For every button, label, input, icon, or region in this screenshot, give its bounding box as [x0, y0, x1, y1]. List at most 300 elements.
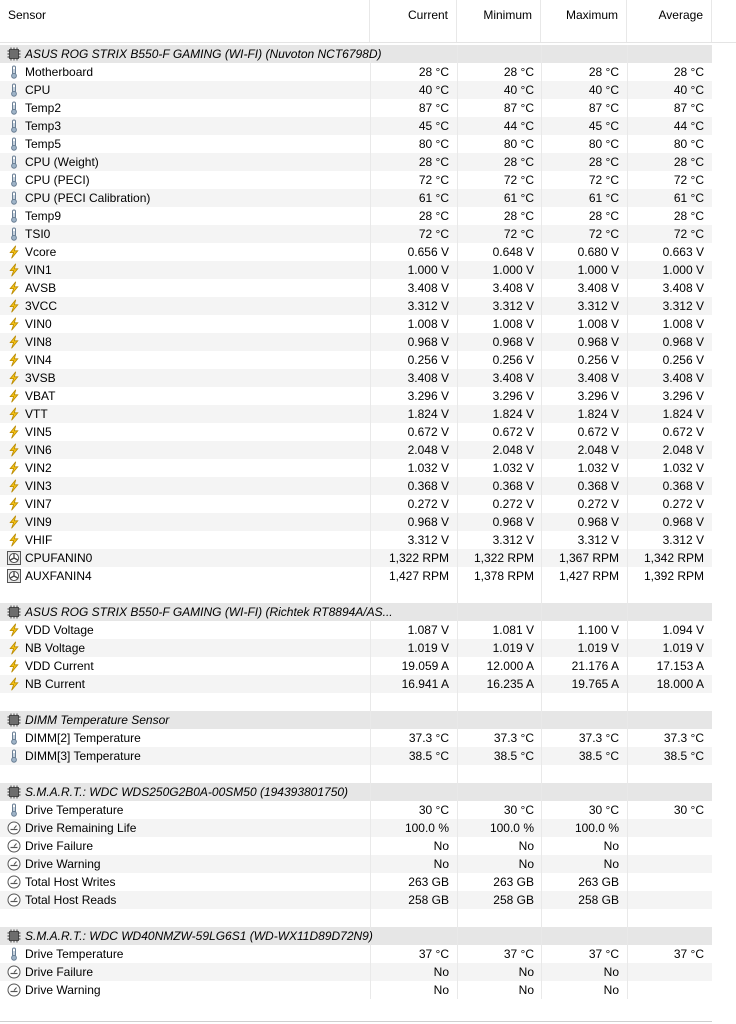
column-divider — [627, 873, 628, 891]
minimum-value: 3.296 V — [492, 389, 534, 403]
fan-icon — [7, 569, 21, 583]
sensor-name: Drive Failure — [25, 839, 94, 853]
current-value: 0.272 V — [407, 497, 449, 511]
current-value: 28 °C — [418, 65, 449, 79]
maximum-value: 21.176 A — [571, 659, 619, 673]
column-divider — [627, 711, 628, 729]
lightning-icon — [7, 461, 21, 475]
minimum-value: 1,378 RPM — [473, 569, 534, 583]
maximum-value: 40 °C — [588, 83, 619, 97]
sensor-row[interactable] — [0, 423, 712, 441]
sensor-row[interactable] — [0, 819, 712, 837]
minimum-value: 28 °C — [503, 65, 534, 79]
column-minimum[interactable]: Minimum — [457, 0, 541, 42]
column-current[interactable]: Current — [370, 0, 457, 42]
sensor-name: VIN2 — [25, 461, 52, 475]
maximum-value: 80 °C — [588, 137, 619, 151]
sensor-name: VTT — [25, 407, 48, 421]
chip-icon — [7, 785, 21, 799]
maximum-value: 38.5 °C — [578, 749, 619, 763]
maximum-value: 1.032 V — [577, 461, 619, 475]
current-value: 45 °C — [418, 119, 449, 133]
sensor-group-header[interactable] — [0, 783, 712, 801]
current-value: No — [433, 965, 449, 979]
minimum-value: 3.312 V — [492, 299, 534, 313]
current-value: 1.032 V — [407, 461, 449, 475]
maximum-value: 3.312 V — [577, 299, 619, 313]
minimum-value: 37 °C — [503, 947, 534, 961]
current-value: 0.656 V — [407, 245, 449, 259]
lightning-icon — [7, 425, 21, 439]
column-divider — [370, 765, 371, 783]
lightning-icon — [7, 371, 21, 385]
sensor-row[interactable] — [0, 747, 712, 765]
average-value: 87 °C — [673, 101, 704, 115]
thermometer-icon — [7, 947, 21, 961]
column-divider — [541, 711, 542, 729]
sensor-row[interactable] — [0, 477, 712, 495]
lightning-icon — [7, 533, 21, 547]
maximum-value: 0.968 V — [577, 335, 619, 349]
column-divider — [457, 783, 458, 801]
maximum-value: 87 °C — [588, 101, 619, 115]
minimum-value: 0.256 V — [492, 353, 534, 367]
sensor-name: CPU — [25, 83, 51, 97]
current-value: 0.968 V — [407, 335, 449, 349]
chip-icon — [7, 605, 21, 619]
sensor-row[interactable] — [0, 333, 712, 351]
maximum-value: 100.0 % — [574, 821, 619, 835]
column-divider — [627, 837, 628, 855]
maximum-value: 1,367 RPM — [558, 551, 619, 565]
sensor-row[interactable] — [0, 675, 712, 693]
sensor-row[interactable] — [0, 441, 712, 459]
minimum-value: 1.000 V — [492, 263, 534, 277]
column-divider — [541, 585, 542, 603]
average-value: 1.824 V — [662, 407, 704, 421]
average-value: 37 °C — [673, 947, 704, 961]
current-value: 87 °C — [418, 101, 449, 115]
column-divider — [541, 927, 542, 945]
minimum-value: 100.0 % — [489, 821, 534, 835]
average-value: 30 °C — [673, 803, 704, 817]
sensor-row[interactable] — [0, 963, 712, 981]
maximum-value: 28 °C — [588, 65, 619, 79]
gauge-icon — [7, 875, 21, 889]
maximum-value: 0.272 V — [577, 497, 619, 511]
sensor-row[interactable] — [0, 99, 712, 117]
sensor-row[interactable] — [0, 855, 712, 873]
column-divider — [457, 927, 458, 945]
divider — [0, 1021, 712, 1022]
average-value: 0.256 V — [662, 353, 704, 367]
column-divider — [627, 585, 628, 603]
column-divider — [627, 891, 628, 909]
lightning-icon — [7, 677, 21, 691]
sensor-name: 3VSB — [25, 371, 56, 385]
maximum-value: 37 °C — [588, 947, 619, 961]
lightning-icon — [7, 515, 21, 529]
column-average[interactable]: Average — [627, 0, 712, 42]
sensor-name: Temp2 — [25, 101, 62, 115]
sensor-row[interactable] — [0, 243, 712, 261]
minimum-value: 0.368 V — [492, 479, 534, 493]
current-value: 37.3 °C — [408, 731, 449, 745]
current-value: 19.059 A — [401, 659, 449, 673]
lightning-icon — [7, 443, 21, 457]
current-value: 72 °C — [418, 173, 449, 187]
current-value: 1,427 RPM — [388, 569, 449, 583]
sensor-row[interactable] — [0, 135, 712, 153]
maximum-value: 1.019 V — [577, 641, 619, 655]
average-value: 28 °C — [673, 155, 704, 169]
sensor-row[interactable] — [0, 531, 712, 549]
sensor-row[interactable] — [0, 153, 712, 171]
sensor-row[interactable] — [0, 315, 712, 333]
sensor-row[interactable] — [0, 405, 712, 423]
maximum-value: 28 °C — [588, 209, 619, 223]
sensor-row[interactable] — [0, 639, 712, 657]
column-divider — [370, 711, 371, 729]
average-value: 18.000 A — [656, 677, 704, 691]
sensor-name: Motherboard — [25, 65, 94, 79]
column-divider — [370, 693, 371, 711]
maximum-value: 72 °C — [588, 173, 619, 187]
sensor-name: TSI0 — [25, 227, 51, 241]
gauge-icon — [7, 983, 21, 997]
sensor-row[interactable] — [0, 981, 712, 999]
fan-icon — [7, 551, 21, 565]
sensor-row[interactable] — [0, 495, 712, 513]
maximum-value: 3.296 V — [577, 389, 619, 403]
sensor-row[interactable] — [0, 549, 712, 567]
sensor-name: NB Voltage — [25, 641, 86, 655]
chip-icon — [7, 929, 21, 943]
average-value: 3.408 V — [662, 371, 704, 385]
gauge-icon — [7, 893, 21, 907]
group-spacer — [0, 909, 712, 927]
sensor-row[interactable] — [0, 261, 712, 279]
sensor-row[interactable] — [0, 225, 712, 243]
column-divider — [627, 909, 628, 927]
minimum-value: 72 °C — [503, 227, 534, 241]
maximum-value: 28 °C — [588, 155, 619, 169]
current-value: 72 °C — [418, 227, 449, 241]
maximum-value: 3.408 V — [577, 281, 619, 295]
current-value: 100.0 % — [404, 821, 449, 835]
maximum-value: 1.008 V — [577, 317, 619, 331]
column-divider — [541, 909, 542, 927]
scrollbar-track[interactable] — [712, 43, 736, 1024]
column-divider — [627, 765, 628, 783]
average-value: 1.032 V — [662, 461, 704, 475]
sensor-name: Drive Remaining Life — [25, 821, 137, 835]
sensor-row[interactable] — [0, 459, 712, 477]
sensor-row[interactable] — [0, 729, 712, 747]
minimum-value: 1.032 V — [492, 461, 534, 475]
maximum-value: 0.368 V — [577, 479, 619, 493]
column-divider — [457, 765, 458, 783]
minimum-value: 16.235 A — [486, 677, 534, 691]
maximum-value: 1.000 V — [577, 263, 619, 277]
maximum-value: 1.824 V — [577, 407, 619, 421]
minimum-value: 1.019 V — [492, 641, 534, 655]
lightning-icon — [7, 335, 21, 349]
chip-icon — [7, 47, 21, 61]
thermometer-icon — [7, 83, 21, 97]
average-value: 3.312 V — [662, 299, 704, 313]
current-value: 38.5 °C — [408, 749, 449, 763]
current-value: 30 °C — [418, 803, 449, 817]
thermometer-icon — [7, 101, 21, 115]
minimum-value: 87 °C — [503, 101, 534, 115]
maximum-value: 37.3 °C — [578, 731, 619, 745]
sensor-group-header[interactable] — [0, 603, 712, 621]
sensor-name: VIN9 — [25, 515, 52, 529]
average-value: 3.296 V — [662, 389, 704, 403]
sensor-row[interactable] — [0, 567, 712, 585]
maximum-value: 2.048 V — [577, 443, 619, 457]
sensor-name: VIN0 — [25, 317, 52, 331]
current-value: 40 °C — [418, 83, 449, 97]
maximum-value: 3.312 V — [577, 533, 619, 547]
sensor-name: Total Host Reads — [25, 893, 117, 907]
maximum-value: 45 °C — [588, 119, 619, 133]
minimum-value: No — [518, 983, 534, 997]
current-value: 3.408 V — [407, 281, 449, 295]
minimum-value: 2.048 V — [492, 443, 534, 457]
lightning-icon — [7, 389, 21, 403]
maximum-value: No — [603, 839, 619, 853]
current-value: 0.968 V — [407, 515, 449, 529]
maximum-value: 61 °C — [588, 191, 619, 205]
sensor-name: VDD Voltage — [25, 623, 94, 637]
average-value: 1,342 RPM — [643, 551, 704, 565]
sensor-name: AVSB — [25, 281, 57, 295]
minimum-value: 0.968 V — [492, 335, 534, 349]
sensor-row[interactable] — [0, 351, 712, 369]
sensor-name: Temp3 — [25, 119, 62, 133]
current-value: 0.256 V — [407, 353, 449, 367]
gauge-icon — [7, 839, 21, 853]
maximum-value: No — [603, 857, 619, 871]
column-divider — [627, 693, 628, 711]
minimum-value: 1,322 RPM — [473, 551, 534, 565]
sensor-name: VIN8 — [25, 335, 52, 349]
average-value: 0.663 V — [662, 245, 704, 259]
current-value: No — [433, 857, 449, 871]
sensor-name: NB Current — [25, 677, 86, 691]
sensor-row[interactable] — [0, 117, 712, 135]
sensor-name: Vcore — [25, 245, 57, 259]
sensor-name: DIMM[3] Temperature — [25, 749, 141, 763]
sensor-name: VBAT — [25, 389, 56, 403]
sensor-row[interactable] — [0, 657, 712, 675]
sensor-row[interactable] — [0, 801, 712, 819]
minimum-value: 44 °C — [503, 119, 534, 133]
sensor-row[interactable] — [0, 63, 712, 81]
average-value: 1.000 V — [662, 263, 704, 277]
thermometer-icon — [7, 731, 21, 745]
lightning-icon — [7, 623, 21, 637]
sensor-name: Drive Failure — [25, 965, 94, 979]
column-divider — [627, 819, 628, 837]
average-value: 38.5 °C — [663, 749, 704, 763]
current-value: 2.048 V — [407, 443, 449, 457]
minimum-value: 72 °C — [503, 173, 534, 187]
maximum-value: 258 GB — [578, 893, 619, 907]
minimum-value: 0.272 V — [492, 497, 534, 511]
sensor-name: DIMM[2] Temperature — [25, 731, 141, 745]
sensor-name: Drive Warning — [25, 857, 101, 871]
thermometer-icon — [7, 155, 21, 169]
average-value: 80 °C — [673, 137, 704, 151]
average-value: 1.019 V — [662, 641, 704, 655]
sensor-name: VIN3 — [25, 479, 52, 493]
maximum-value: 19.765 A — [571, 677, 619, 691]
minimum-value: 28 °C — [503, 155, 534, 169]
column-divider — [541, 765, 542, 783]
sensor-row[interactable] — [0, 81, 712, 99]
current-value: 1.824 V — [407, 407, 449, 421]
thermometer-icon — [7, 65, 21, 79]
sensor-name: Temp5 — [25, 137, 62, 151]
thermometer-icon — [7, 119, 21, 133]
sensor-row[interactable] — [0, 837, 712, 855]
current-value: 61 °C — [418, 191, 449, 205]
average-value: 1.094 V — [662, 623, 704, 637]
minimum-value: 0.672 V — [492, 425, 534, 439]
current-value: 258 GB — [408, 893, 449, 907]
minimum-value: 3.408 V — [492, 281, 534, 295]
sensor-row[interactable] — [0, 189, 712, 207]
sensor-name: AUXFANIN4 — [25, 569, 92, 583]
thermometer-icon — [7, 191, 21, 205]
current-value: 1.087 V — [407, 623, 449, 637]
average-value: 0.368 V — [662, 479, 704, 493]
sensor-row[interactable] — [0, 207, 712, 225]
column-divider — [541, 783, 542, 801]
sensor-row[interactable] — [0, 369, 712, 387]
sensor-row[interactable] — [0, 387, 712, 405]
maximum-value: 0.256 V — [577, 353, 619, 367]
minimum-value: 12.000 A — [486, 659, 534, 673]
average-value: 17.153 A — [656, 659, 704, 673]
sensor-name: Drive Warning — [25, 983, 101, 997]
column-divider — [457, 45, 458, 63]
sensor-name: Drive Temperature — [25, 947, 124, 961]
average-value: 40 °C — [673, 83, 704, 97]
column-divider — [370, 909, 371, 927]
sensor-group-header[interactable] — [0, 711, 712, 729]
current-value: 16.941 A — [401, 677, 449, 691]
group-spacer — [0, 765, 712, 783]
minimum-value: 37.3 °C — [493, 731, 534, 745]
sensor-group-header[interactable] — [0, 927, 712, 945]
sensor-group-header[interactable] — [0, 45, 712, 63]
sensor-row[interactable] — [0, 621, 712, 639]
column-sensor[interactable]: Sensor — [0, 0, 370, 42]
current-value: 3.312 V — [407, 533, 449, 547]
minimum-value: 38.5 °C — [493, 749, 534, 763]
minimum-value: 0.648 V — [492, 245, 534, 259]
current-value: 263 GB — [408, 875, 449, 889]
minimum-value: No — [518, 857, 534, 871]
group-title: ASUS ROG STRIX B550-F GAMING (WI-FI) (Nuvoton NCT6798D) — [25, 47, 382, 61]
maximum-value: 1.100 V — [577, 623, 619, 637]
maximum-value: No — [603, 983, 619, 997]
average-value: 44 °C — [673, 119, 704, 133]
average-value: 72 °C — [673, 173, 704, 187]
column-divider — [370, 585, 371, 603]
lightning-icon — [7, 659, 21, 673]
thermometer-icon — [7, 227, 21, 241]
lightning-icon — [7, 245, 21, 259]
minimum-value: 258 GB — [493, 893, 534, 907]
column-divider — [627, 927, 628, 945]
current-value: No — [433, 839, 449, 853]
current-value: 80 °C — [418, 137, 449, 151]
thermometer-icon — [7, 803, 21, 817]
maximum-value: 0.672 V — [577, 425, 619, 439]
average-value: 72 °C — [673, 227, 704, 241]
sensor-list — [0, 45, 712, 999]
group-title: S.M.A.R.T.: WDC WD40NMZW-59LG6S1 (WD-WX11D89D72N9) — [25, 929, 373, 943]
lightning-icon — [7, 641, 21, 655]
lightning-icon — [7, 317, 21, 331]
column-header — [0, 0, 736, 43]
column-divider — [457, 693, 458, 711]
sensor-name: VDD Current — [25, 659, 94, 673]
sensor-name: Drive Temperature — [25, 803, 124, 817]
current-value: 1.008 V — [407, 317, 449, 331]
average-value: 1,392 RPM — [643, 569, 704, 583]
current-value: 1.019 V — [407, 641, 449, 655]
sensor-row[interactable] — [0, 945, 712, 963]
maximum-value: 3.408 V — [577, 371, 619, 385]
sensor-row[interactable] — [0, 873, 712, 891]
sensor-name: VIN4 — [25, 353, 52, 367]
current-value: No — [433, 983, 449, 997]
column-divider — [457, 603, 458, 621]
sensor-name: CPU (Weight) — [25, 155, 99, 169]
thermometer-icon — [7, 209, 21, 223]
maximum-value: 1,427 RPM — [558, 569, 619, 583]
sensor-name: VHIF — [25, 533, 53, 547]
minimum-value: 3.408 V — [492, 371, 534, 385]
average-value: 3.408 V — [662, 281, 704, 295]
lightning-icon — [7, 353, 21, 367]
maximum-value: 0.680 V — [577, 245, 619, 259]
maximum-value: No — [603, 965, 619, 979]
sensor-row[interactable] — [0, 297, 712, 315]
minimum-value: 61 °C — [503, 191, 534, 205]
sensor-row[interactable] — [0, 513, 712, 531]
sensor-row[interactable] — [0, 171, 712, 189]
gauge-icon — [7, 857, 21, 871]
sensor-name: VIN6 — [25, 443, 52, 457]
sensor-name: Total Host Writes — [25, 875, 116, 889]
sensor-row[interactable] — [0, 891, 712, 909]
sensor-row[interactable] — [0, 279, 712, 297]
column-divider — [370, 783, 371, 801]
column-maximum[interactable]: Maximum — [541, 0, 627, 42]
gauge-icon — [7, 965, 21, 979]
current-value: 3.296 V — [407, 389, 449, 403]
sensor-name: CPU (PECI) — [25, 173, 90, 187]
current-value: 0.368 V — [407, 479, 449, 493]
current-value: 3.312 V — [407, 299, 449, 313]
